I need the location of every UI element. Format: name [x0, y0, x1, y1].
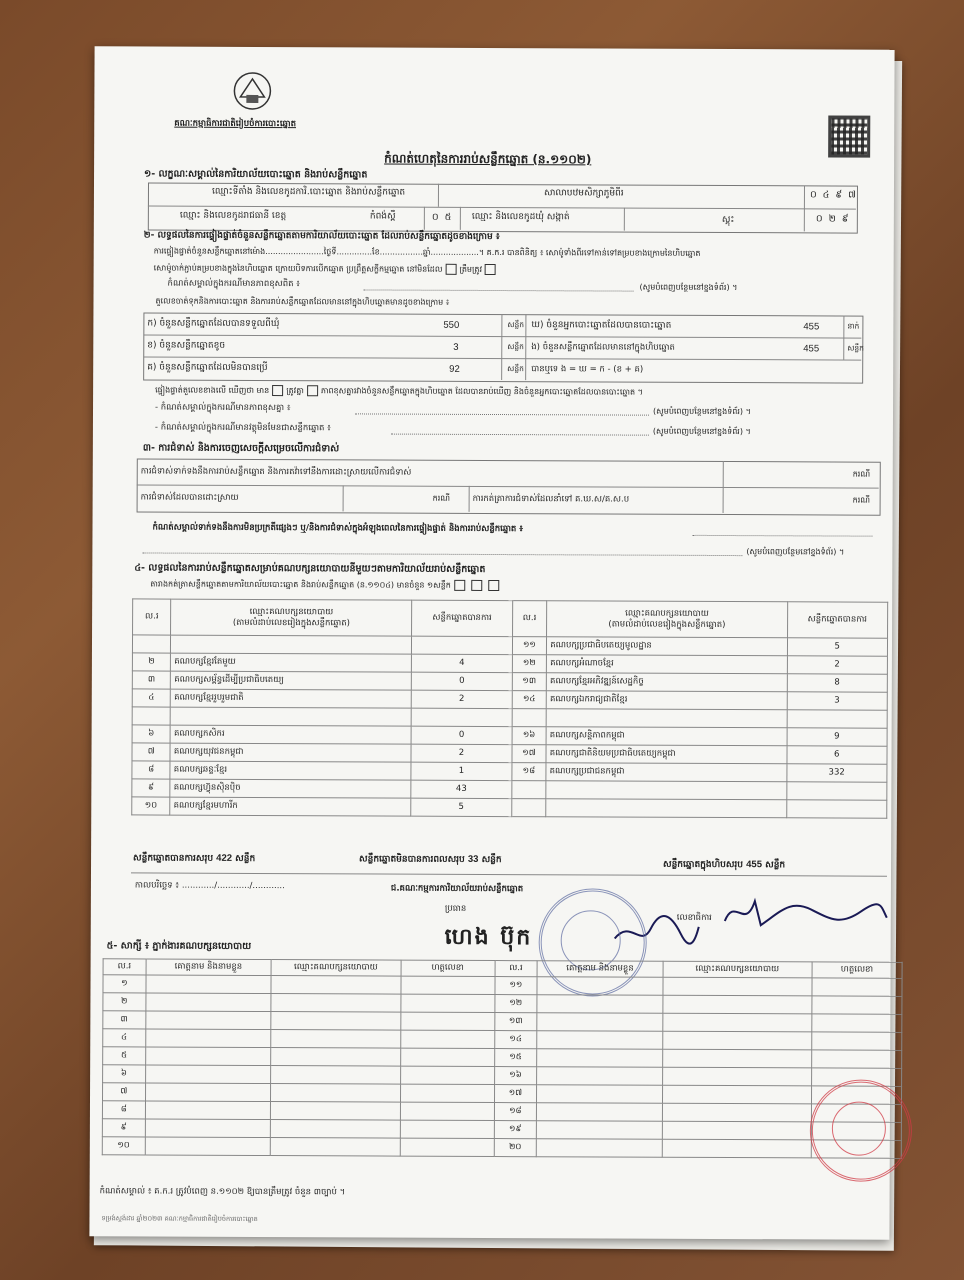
witness-col-no: ល.រ: [103, 959, 146, 975]
witness-no: ៧: [102, 1083, 145, 1101]
party-no: [511, 799, 546, 817]
witness-sign-field[interactable]: [812, 978, 902, 996]
witness-party-field[interactable]: [662, 1103, 811, 1122]
party-name: គណបក្សសន្តិភាពកម្ពុជា: [546, 727, 786, 746]
witness-party-field[interactable]: [662, 1031, 811, 1050]
witness-sign-field[interactable]: [812, 1032, 902, 1050]
count-c-unit: សន្លឹក: [507, 364, 524, 374]
party-no: ១៦: [512, 727, 547, 745]
party-votes: 2: [787, 656, 888, 674]
form-title: កំណត់ហេតុនៃការរាប់សន្លឹកឆ្នោត (ន.១១០២): [384, 151, 592, 167]
commune-value: ស្គុះ: [721, 214, 735, 226]
party-votes: [786, 782, 887, 800]
count-a-label: ក) ចំនួនសន្លឹកឆ្នោតដែលបានទទួលពីឃុំ: [147, 318, 280, 330]
witness-no: ២០: [494, 1139, 537, 1157]
witness-name-field[interactable]: [145, 1065, 271, 1084]
count-a-unit: សន្លឹក: [507, 320, 525, 330]
witness-no: ៦: [103, 1065, 146, 1083]
chair-name: ហេង ប៊ុក: [444, 924, 533, 951]
party-name: [171, 635, 412, 654]
party-name: គណបក្សអំណាចខ្មែរ: [547, 655, 787, 674]
checkbox-diff[interactable]: [307, 385, 318, 396]
witness-no: ១២: [494, 995, 537, 1013]
witness-sign-field[interactable]: [812, 996, 902, 1014]
witness-col-party-r: ឈ្មោះគណបក្សនយោបាយ: [663, 961, 812, 978]
witness-no: ១៩: [494, 1121, 537, 1139]
section2-line1: ការផ្ទៀងផ្ទាត់ចំនួនសន្លឹកឆ្នោតនៅម៉ោង.......................ថ្ងៃទី..............ខែ.................ឆ្នាំ...................។ គ.ក.រ បានពិនិត្យ ៖ សោម៉ូទាំងពីរទៅកាន់ទៅគម្របខាងក្រោមនៃហិបឆ្នោត: [153, 246, 701, 258]
witness-name-field[interactable]: [537, 1013, 663, 1032]
witness-name-field[interactable]: [537, 1049, 663, 1068]
section2-fill-note-3: (សូមបំពេញបន្ថែមនៅខ្នងទំព័រ) ។: [652, 426, 751, 437]
commune-code: ០២៩: [815, 213, 855, 225]
section3-heading: ៣- ការជំទាស់ និងការចេញសេចក្ដីសម្រេចលើការជំទាស់: [142, 442, 340, 455]
party-name: គណបក្សសម្ព័ន្ធដើម្បីប្រជាធិបតេយ្យ: [171, 671, 412, 690]
party-no: ១៨: [512, 763, 547, 781]
witness-name-field[interactable]: [537, 1085, 663, 1104]
witness-no: ១៧: [494, 1085, 537, 1103]
witness-col-no-r: ល.រ: [495, 961, 538, 977]
witness-name-field[interactable]: [536, 1139, 662, 1158]
witness-name-field[interactable]: [145, 1083, 271, 1102]
witness-party-field[interactable]: [662, 1085, 811, 1104]
witness-party-field[interactable]: [271, 976, 401, 995]
party-votes: 2: [411, 690, 512, 708]
party-votes: 0: [412, 672, 513, 690]
witness-col-sign: ហត្ថលេខា: [401, 960, 495, 976]
objection-row1: ការជំទាស់ទាក់ទងនឹងការរាប់សន្លឹកឆ្នោត និងការតវ៉ាទៅនឹងការដោះស្រាយលើការជំទាស់: [140, 466, 412, 478]
witness-sign-field[interactable]: [400, 1084, 494, 1102]
party-name: គណបក្សប្រជាជនកម្ពុជា: [546, 763, 786, 782]
section2-line3: កំណត់សម្គាល់ក្នុងករណីមានភាពខុសពិត ៖: [167, 278, 300, 290]
party-votes: [411, 708, 512, 726]
witness-name-field[interactable]: [145, 1101, 271, 1120]
party-name: [546, 781, 786, 800]
witness-sign-field[interactable]: [400, 1030, 494, 1048]
witness-party-field[interactable]: [662, 1013, 811, 1032]
witness-no: ១៥: [494, 1049, 537, 1067]
count-d-unit: នាក់: [847, 321, 860, 331]
checkbox-seal[interactable]: [445, 264, 456, 275]
witness-sign-field[interactable]: [400, 1012, 494, 1030]
witness-party-field[interactable]: [271, 1048, 401, 1067]
party-no: ១៤: [512, 691, 547, 709]
witness-name-field[interactable]: [537, 1067, 663, 1086]
witness-col-party: ឈ្មោះគណបក្សនយោបាយ: [271, 960, 401, 977]
witness-name-field[interactable]: [537, 1103, 663, 1122]
checkbox-has[interactable]: [272, 385, 283, 396]
party-votes: 8: [787, 674, 888, 692]
section2-line6: - កំណត់សម្គាល់ក្នុងករណីមានភាពខុសគ្នា ៖: [155, 402, 291, 414]
party-no: [512, 709, 547, 727]
section2-heading: ២- លទ្ធផលនៃការផ្ទៀងផ្ទាត់ចំនួនសន្លឹកឆ្នោតតាមការិយាល័យបោះឆ្នោត ដែលរាប់សន្លឹកឆ្នោតដូចខាងក្រោម ៖: [143, 230, 500, 243]
witness-no: ១៦: [494, 1067, 537, 1085]
objection-row2b-unit: ករណី: [852, 495, 871, 505]
section4-heading: ៤- លទ្ធផលនៃការរាប់សន្លឹកឆ្នោតសម្រាប់គណបក្សនយោបាយនីមួយៗតាមការិយាល័យរាប់សន្លឹកឆ្នោត: [134, 562, 486, 575]
witness-no: ១១: [495, 977, 538, 995]
witness-sign-field[interactable]: [400, 1120, 494, 1138]
count-e-unit: សន្លឹក: [847, 343, 864, 353]
party-votes: 332: [786, 764, 887, 782]
count-d-value: 455: [803, 321, 820, 333]
witness-sign-field[interactable]: [400, 994, 494, 1012]
party-no: ១២: [512, 655, 547, 673]
party-no: ១១: [512, 637, 547, 655]
witness-name-field[interactable]: [145, 1047, 271, 1066]
count-b-unit: សន្លឹក: [507, 342, 524, 352]
witness-no: ៣: [103, 1011, 146, 1029]
qr-code: [828, 115, 870, 157]
party-votes: 4: [412, 654, 513, 672]
witness-sign-field[interactable]: [811, 1050, 901, 1068]
party-no: [132, 707, 170, 725]
section2-line2: សោម៉ូចាក់ភ្ជាប់គម្របខាងក្នុងនៃហិបឆ្នោត ក្រោយបិទការបើកឆ្នោត ប្រព្រឹត្តសក្ខីកម្មឆ្នោត នៅមិនដែល ត្រឹមត្រូវ: [154, 263, 499, 276]
witness-no: ១០: [102, 1137, 145, 1155]
party-no: ៣: [132, 671, 170, 689]
witness-no: ១: [103, 975, 146, 993]
party-name: គណបក្សកសិករ: [170, 725, 411, 744]
checkbox-correct[interactable]: [485, 264, 496, 275]
party-name: គណបក្សខ្មែរតែមួយ: [171, 653, 412, 672]
party-no: ៤: [132, 689, 170, 707]
party-votes: 6: [786, 746, 887, 764]
station-code: ០៤៩៧: [809, 189, 862, 201]
witness-party-field[interactable]: [662, 1139, 811, 1158]
party-name: គណបក្សហ៊្វុនស៊ិនប៉ិច: [170, 779, 411, 798]
witness-no: ២: [103, 993, 146, 1011]
witness-row: [102, 1137, 901, 1158]
party-votes: 9: [787, 728, 888, 746]
section5-heading: ៥- សាក្សី ៖ ភ្នាក់ងារគណបក្សនយោបាយ: [106, 940, 252, 952]
witness-col-name-r: គោត្តនាម និងនាមខ្លួន: [537, 961, 663, 978]
witness-party-field[interactable]: [271, 1012, 401, 1031]
witness-no: ១៣: [494, 1013, 537, 1031]
party-votes: [787, 710, 888, 728]
party-votes: 1: [411, 762, 512, 780]
section3-fill-note: (សូមបំពេញបន្ថែមនៅខ្នងទំព័រ) ។: [746, 547, 845, 557]
section2-fill-note-2: (សូមបំពេញបន្ថែមនៅខ្នងទំព័រ) ។: [652, 406, 751, 417]
witness-party-field[interactable]: [270, 1102, 400, 1121]
province-code: ០៥: [431, 211, 458, 223]
witness-name-field[interactable]: [537, 977, 663, 996]
party-votes: [412, 636, 513, 654]
col-votes-right: សន្លឹកឆ្នោតបានការ: [787, 602, 888, 638]
province-value: កំពង់ស្ពឺ: [369, 211, 396, 222]
witness-party-field[interactable]: [271, 1030, 401, 1049]
witness-party-field[interactable]: [271, 1066, 401, 1085]
witness-no: ៨: [102, 1101, 145, 1119]
party-no: [512, 781, 547, 799]
col-votes-left: សន្លឹកឆ្នោតបានការ: [412, 600, 513, 636]
witness-party-field[interactable]: [662, 1121, 811, 1140]
party-votes: [786, 800, 887, 818]
party-votes: 5: [411, 798, 512, 816]
objection-row1-unit: ករណី: [852, 469, 871, 479]
footer-fine-print: ទម្រង់ស្តង់ដារ ឆ្នាំ២០២៣ គណៈកម្មាធិការជាតិរៀបចំការបោះឆ្នោត: [101, 1214, 258, 1223]
count-e-label: ង) ចំនួនសន្លឹកឆ្នោតដែលមាននៅក្នុងហិបឆ្នោត: [531, 342, 675, 353]
org-name: គណៈកម្មាធិការជាតិរៀបចំការបោះឆ្នោត: [174, 118, 297, 130]
party-name: គណបក្សជាតិនិយមប្រជាធិបតេយ្យកម្ពុជា: [546, 745, 786, 764]
party-votes: 2: [411, 744, 512, 762]
total-all: សន្លឹកឆ្នោតក្នុងហិបសរុប 455 សន្លឹក: [663, 859, 786, 871]
witness-sign-field[interactable]: [812, 1014, 902, 1032]
witness-no: ៩: [102, 1119, 145, 1137]
party-votes: 0: [411, 726, 512, 744]
witness-party-field[interactable]: [663, 977, 812, 996]
witness-no: ១៨: [494, 1103, 537, 1121]
party-no: ១៣: [512, 673, 547, 691]
col-party-left: ឈ្មោះគណបក្សនយោបាយ (តាមលំដាប់លេខរៀងក្នុងសន្លឹកឆ្នោត): [171, 599, 412, 636]
party-name: គណបក្សខ្មែរអភិវឌ្ឍន៍សេដ្ឋកិច្ច: [547, 673, 787, 692]
witness-no: ៤: [103, 1029, 146, 1047]
section2-fill-note: (សូមបំពេញបន្ថែមនៅខ្នងទំព័រ) ។: [639, 282, 738, 293]
results-row: [132, 797, 887, 818]
witness-sign-field[interactable]: [401, 976, 495, 994]
party-no: [132, 635, 170, 653]
witness-name-field[interactable]: [146, 975, 272, 994]
section2-line5: ផ្ទៀងផ្ទាត់តួលេខខាងលើ ឃើញថា មាន ត្រូវគ្នា ភាពខុសគ្នារវាងចំនួនសន្លឹកឆ្នោតក្នុងហិបឆ្នោត ដែលបានរាប់ឃើញ និងចំនួនអ្នកបោះឆ្នោតដែលបានបោះឆ្នោត ។: [155, 385, 643, 397]
count-b-value: 3: [453, 341, 459, 353]
witness-party-field[interactable]: [270, 1120, 400, 1139]
objection-row2a: ការជំទាស់ដែលបានដោះស្រាយ: [140, 492, 239, 503]
witness-col-sign-r: ហត្ថលេខា: [812, 962, 902, 978]
witness-no: ៥: [103, 1047, 146, 1065]
nec-logo: [232, 71, 272, 111]
witness-name-field[interactable]: [145, 1029, 271, 1048]
witness-name-field[interactable]: [145, 1119, 271, 1138]
secretary-label: លេខាធិការ: [676, 912, 712, 923]
witness-table: [102, 958, 903, 1158]
party-votes: 43: [411, 780, 512, 798]
count-d-label: ឃ) ចំនួនអ្នកបោះឆ្នោតដែលបានបោះឆ្នោត: [531, 320, 672, 331]
witness-party-field[interactable]: [663, 995, 812, 1014]
party-no: ១០: [132, 797, 170, 815]
footer-note: កំណត់សម្គាល់ ៖ គ.ក.រ ត្រូវបំពេញ ន.១១០២ ឱ្យបានត្រឹមត្រូវ ចំនួន ៣ច្បាប់ ។: [99, 1186, 346, 1198]
party-name: គណបក្សខ្មែររួបរួមជាតិ: [171, 689, 412, 708]
checkbox-sheets-1[interactable]: [454, 580, 465, 591]
results-table: [131, 598, 888, 818]
witness-sign-field[interactable]: [400, 1138, 494, 1156]
province-label: ឈ្មោះ និងលេខកូដរាជធានី ខេត្ត: [179, 210, 287, 222]
count-check-formula: បានឬទេ ង = ឃ = ក - (ខ + គ): [531, 364, 644, 375]
witness-sign-field[interactable]: [400, 1048, 494, 1066]
witness-col-name: គោត្តនាម និងនាមខ្លួន: [146, 959, 272, 976]
station-label: ឈ្មោះទីតាំង និងលេខកូដការិ.បោះឆ្នោត និងរាប់សន្លឹកឆ្នោត: [211, 186, 406, 198]
objection-row2a-unit: ករណី: [432, 493, 451, 503]
party-name: គណបក្សឯករាជ្យជាតិខ្មែរ: [546, 691, 786, 710]
date-field[interactable]: កាលបរិច្ឆេទ ៖ ............/............/............: [134, 880, 285, 892]
witness-name-field[interactable]: [537, 1121, 663, 1140]
witness-party-field[interactable]: [271, 1084, 401, 1103]
party-name: គណបក្សយុវជនកម្ពុជា: [170, 743, 411, 762]
party-votes: 5: [787, 638, 888, 656]
form-sheet: [89, 46, 894, 1239]
section1-heading: ១- លក្ខណៈសម្គាល់នៃការិយាល័យបោះឆ្នោត និងរាប់សន្លឹកឆ្នោត: [144, 168, 368, 181]
witness-name-field[interactable]: [146, 993, 272, 1012]
total-invalid: សន្លឹកឆ្នោតមិនបានការពលសរុប 33 សន្លឹក: [359, 853, 502, 866]
secretary-signature: [721, 891, 891, 936]
checkbox-sheets-2[interactable]: [471, 580, 482, 591]
party-name: គណបក្សប្រជាធិបតេយ្យមូលដ្ឋាន: [547, 637, 787, 656]
witness-name-field[interactable]: [537, 1031, 663, 1050]
witness-sign-field[interactable]: [400, 1102, 494, 1120]
party-name: គណបក្សខ្មែរមហារីក: [170, 797, 411, 816]
party-name: គណបក្សឆន្ទៈខ្មែរ: [170, 761, 411, 780]
witness-sign-field[interactable]: [400, 1066, 494, 1084]
col-party-right: ឈ្មោះគណបក្សនយោបាយ (តាមលំដាប់លេខរៀងក្នុងសន្លឹកឆ្នោត): [547, 601, 787, 638]
count-e-value: 455: [803, 343, 820, 355]
witness-name-field[interactable]: [145, 1137, 271, 1156]
party-no: ៩: [132, 779, 170, 797]
witness-party-field[interactable]: [662, 1067, 811, 1086]
commune-label: ឈ្មោះ និងលេខកូដឃុំ សង្កាត់: [471, 211, 570, 223]
col-no-left: ល.រ: [133, 599, 172, 635]
station-value: សាលាបឋមសិក្សាភូមិពីរ: [543, 188, 624, 199]
witness-name-field[interactable]: [537, 995, 663, 1014]
witness-name-field[interactable]: [145, 1011, 271, 1030]
witness-no: ១៤: [494, 1031, 537, 1049]
party-no: ១៧: [512, 745, 547, 763]
party-no: ៨: [132, 761, 170, 779]
party-name: [546, 799, 786, 818]
party-no: ២: [132, 653, 170, 671]
count-c-value: 92: [449, 363, 460, 375]
section2-line4: តួលេខចាត់ទុកនិងការបោះឆ្នោត និងការរាប់សន្លឹកឆ្នោតដែលមាននៅក្នុងហិបឆ្នោតមានដូចខាងក្រោម ៖: [155, 296, 450, 307]
party-votes: 3: [787, 692, 888, 710]
witness-party-field[interactable]: [662, 1049, 811, 1068]
count-c-label: គ) ចំនួនសន្លឹកឆ្នោតដែលមិនបានប្រើ: [147, 362, 268, 374]
party-no: ៧: [132, 743, 170, 761]
section2-line7: - កំណត់សម្គាល់ក្នុងករណីមានវត្ថុមិនមែនជាសន្លឹកឆ្នោត ៖: [154, 422, 331, 434]
witness-party-field[interactable]: [271, 994, 401, 1013]
count-a-value: 550: [443, 319, 460, 331]
section3-note: កំណត់សម្គាល់ទាក់ទងនឹងការមិនប្រក្រតីផ្សេងៗ ឬ/និងការជំទាស់ក្នុងអំឡុងពេលនៃការផ្ទៀងផ្ទាត់ និងការរាប់សន្លឹកឆ្នោត ៖: [152, 522, 524, 535]
total-valid: សន្លឹកឆ្នោតបានការសរុប 422 សន្លឹក: [133, 852, 256, 864]
section4-subline: តារាងកត់ត្រាសន្លឹកឆ្នោតតាមការិយាល័យបោះឆ្នោត និងរាប់សន្លឹកឆ្នោត (ន.១១០៤) មានចំនួន ១សន្លឹក: [150, 579, 502, 592]
objection-row2b: ការកត់ត្រាការជំទាស់ដែលនាំទៅ គ.ឃ.ស/គ.ស.ប: [472, 493, 630, 505]
witness-party-field[interactable]: [270, 1138, 400, 1157]
checkbox-sheets-3[interactable]: [488, 580, 499, 591]
committee-label: ជ.គណៈកម្មការការិយាល័យរាប់សន្លឹកឆ្នោត: [390, 883, 524, 895]
count-b-label: ខ) ចំនួនសន្លឹកឆ្នោតខូច: [147, 340, 226, 351]
party-no: ៦: [132, 725, 170, 743]
col-no-right: ល.រ: [512, 601, 547, 637]
party-name: [546, 709, 786, 728]
party-name: [171, 707, 412, 726]
chair-label: ប្រធាន: [444, 903, 467, 914]
